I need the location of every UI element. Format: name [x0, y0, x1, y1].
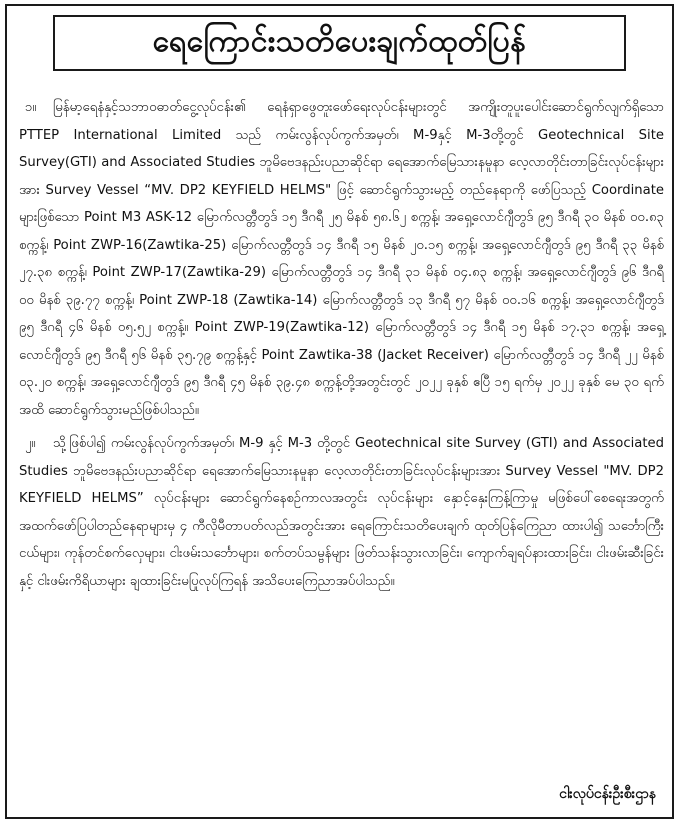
paragraph-number: ၁။: [25, 100, 37, 115]
paragraph-number: ၂။: [25, 436, 36, 451]
paragraph-text: သို့ဖြစ်ပါ၍ ကမ်းလွန်လုပ်ကွက်အမှတ်၊ M-9 နှင့် M-3 တို့တွင် Geotechnical site Survey (GTI) and Associated Studies ဘူမိဗေဒနည်းပညာဆိုင်ရာ ရေအောက်မြေသားနမူနာ လေ့လာတိုင်းတာခြင်းလုပ်ငန်းများအား Survey Vessel "MV. DP2 KEYFIELD HELMS” လုပ်ငန်းများ ဆောင်ရွက်နေစဉ်ကာလအတွင်း လုပ်ငန်းများ နှောင့်နှေးကြန့်ကြာမှု မဖြစ်ပေါ်စေရေးအတွက် အထက်ဖော်ပြပါတည်နေရာများမှ ၄ ကီလိုမီတာပတ်လည်အတွင်းအား ရေကြောင်းသတိပေးချက် ထုတ်ပြန်ကြေညာ ထားပါ၍ သင်္ဘောကြီးငယ်များ၊ ကုန်တင်စက်လှေများ၊ ငါးဖမ်းသင်္ဘောများ၊ စက်တပ်သမ္ဗန်များ ဖြတ်သန်းသွားလာခြင်း၊ ကျောက်ချရပ်နားထားခြင်း၊ ငါးဖမ်းဆီးခြင်းနှင့် ငါးဖမ်းကိရိယာများ ချထားခြင်းမပြုလုပ်ကြရန် အသိပေးကြေညာအပ်ပါသည်။: [19, 436, 664, 589]
paragraph-text: မြန်မာ့ရေနံနှင့်သဘာဝဓာတ်ငွေ့လုပ်ငန်း၏ ရေနံရှာဖွေတူးဖော်ရေးလုပ်ငန်းများတွင် အကျိုးတူပူးပေါင်းဆောင်ရွက်လျက်ရှိသော PTTEP International Limited သည် ကမ်းလွန်လုပ်ကွက်အမှတ်၊ M-9နှင့် M-3တို့တွင် Geotechnical Site Survey(GTI) and Associated Studies ဘူမိဗေဒနည်းပညာဆိုင်ရာ ရေအောက်မြေသားနမူနာ လေ့လာတိုင်းတာခြင်းလုပ်ငန်းများအား Survey Vessel “MV. DP2 KEYFIELD HELMS" ဖြင့် ဆောင်ရွက်သွားမည့် တည်နေရာကို ဖော်ပြသည့် Coordinate များဖြစ်သော Point M3 ASK-12 မြောက်လတ္တီတွဒ် ၁၅ ဒီဂရီ ၂၅ မိနစ် ၅၈.၆၂ စက္ကန့်၊ အရှေ့လောင်ဂျီတွဒ် ၉၅ ဒီဂရီ ၃၀ မိနစ် ၀၀.၈၃ စက္ကန့်၊ Point ZWP-16(Zawtika-25) မြောက်လတ္တီတွဒ် ၁၄ ဒီဂရီ ၁၅ မိနစ် ၂၀.၁၅ စက္ကန့်၊ အရှေ့လောင်ဂျီတွဒ် ၉၅ ဒီဂရီ ၃၃ မိနစ် ၂၇.၃၈ စက္ကန့်၊ Point ZWP-17(Zawtika-29) မြောက်လတ္တီတွဒ် ၁၄ ဒီဂရီ ၃၁ မိနစ် ၀၄.၈၃ စက္ကန့်၊ အရှေ့လောင်ဂျီတွဒ် ၉၆ ဒီဂရီ ၀၀ မိနစ် ၃၉.၇၇ စက္ကန့်၊ Point ZWP-18 (Zawtika-14) မြောက်လတ္တီတွဒ် ၁၃ ဒီဂရီ ၅၇ မိနစ် ၀၀.၁၆ စက္ကန့်၊ အရှေ့လောင်ဂျီတွဒ် ၉၅ ဒီဂရီ ၄၆ မိနစ် ၀၅.၅၂ စက္ကန့်။ Point ZWP-19(Zawtika-12) မြောက်လတ္တီတွဒ် ၁၄ ဒီဂရီ ၁၅ မိနစ် ၁၇.၃၁ စက္ကန့်၊ အရှေ့လောင်ဂျီတွဒ် ၉၅ ဒီဂရီ ၅၆ မိနစ် ၃၅.၇၉ စက္ကန့်နှင့် Point Zawtika-38 (Jacket Receiver) မြောက်လတ္တီတွဒ် ၁၄ ဒီဂရီ ၂၂ မိနစ် ၀၃.၂၀ စက္ကန့်၊ အရှေ့လောင်ဂျီတွဒ် ၉၅ ဒီဂရီ ၄၅ မိနစ် ၃၉.၄၈ စက္ကန့်တို့အတွင်းတွင် ၂၀၂၂ ခုနှစ် ဧပြီ ၁၅ ရက်မှ ၂၀၂၂ ခုနှစ် မေ ၃၀ ရက်အထိ ဆောင်ရွက်သွားမည်ဖြစ်ပါသည်။: [19, 100, 664, 418]
notice-title: ရေကြောင်းသတိပေးချက်ထုတ်ပြန်: [152, 23, 527, 59]
signature: ငါးလုပ်ငန်းဦးစီးဌာန: [559, 786, 656, 802]
title-box: [53, 15, 626, 71]
paragraph-2: [19, 430, 664, 595]
notice-frame: [5, 4, 674, 819]
paragraph-1: [19, 94, 664, 424]
notice-body: [19, 94, 664, 595]
